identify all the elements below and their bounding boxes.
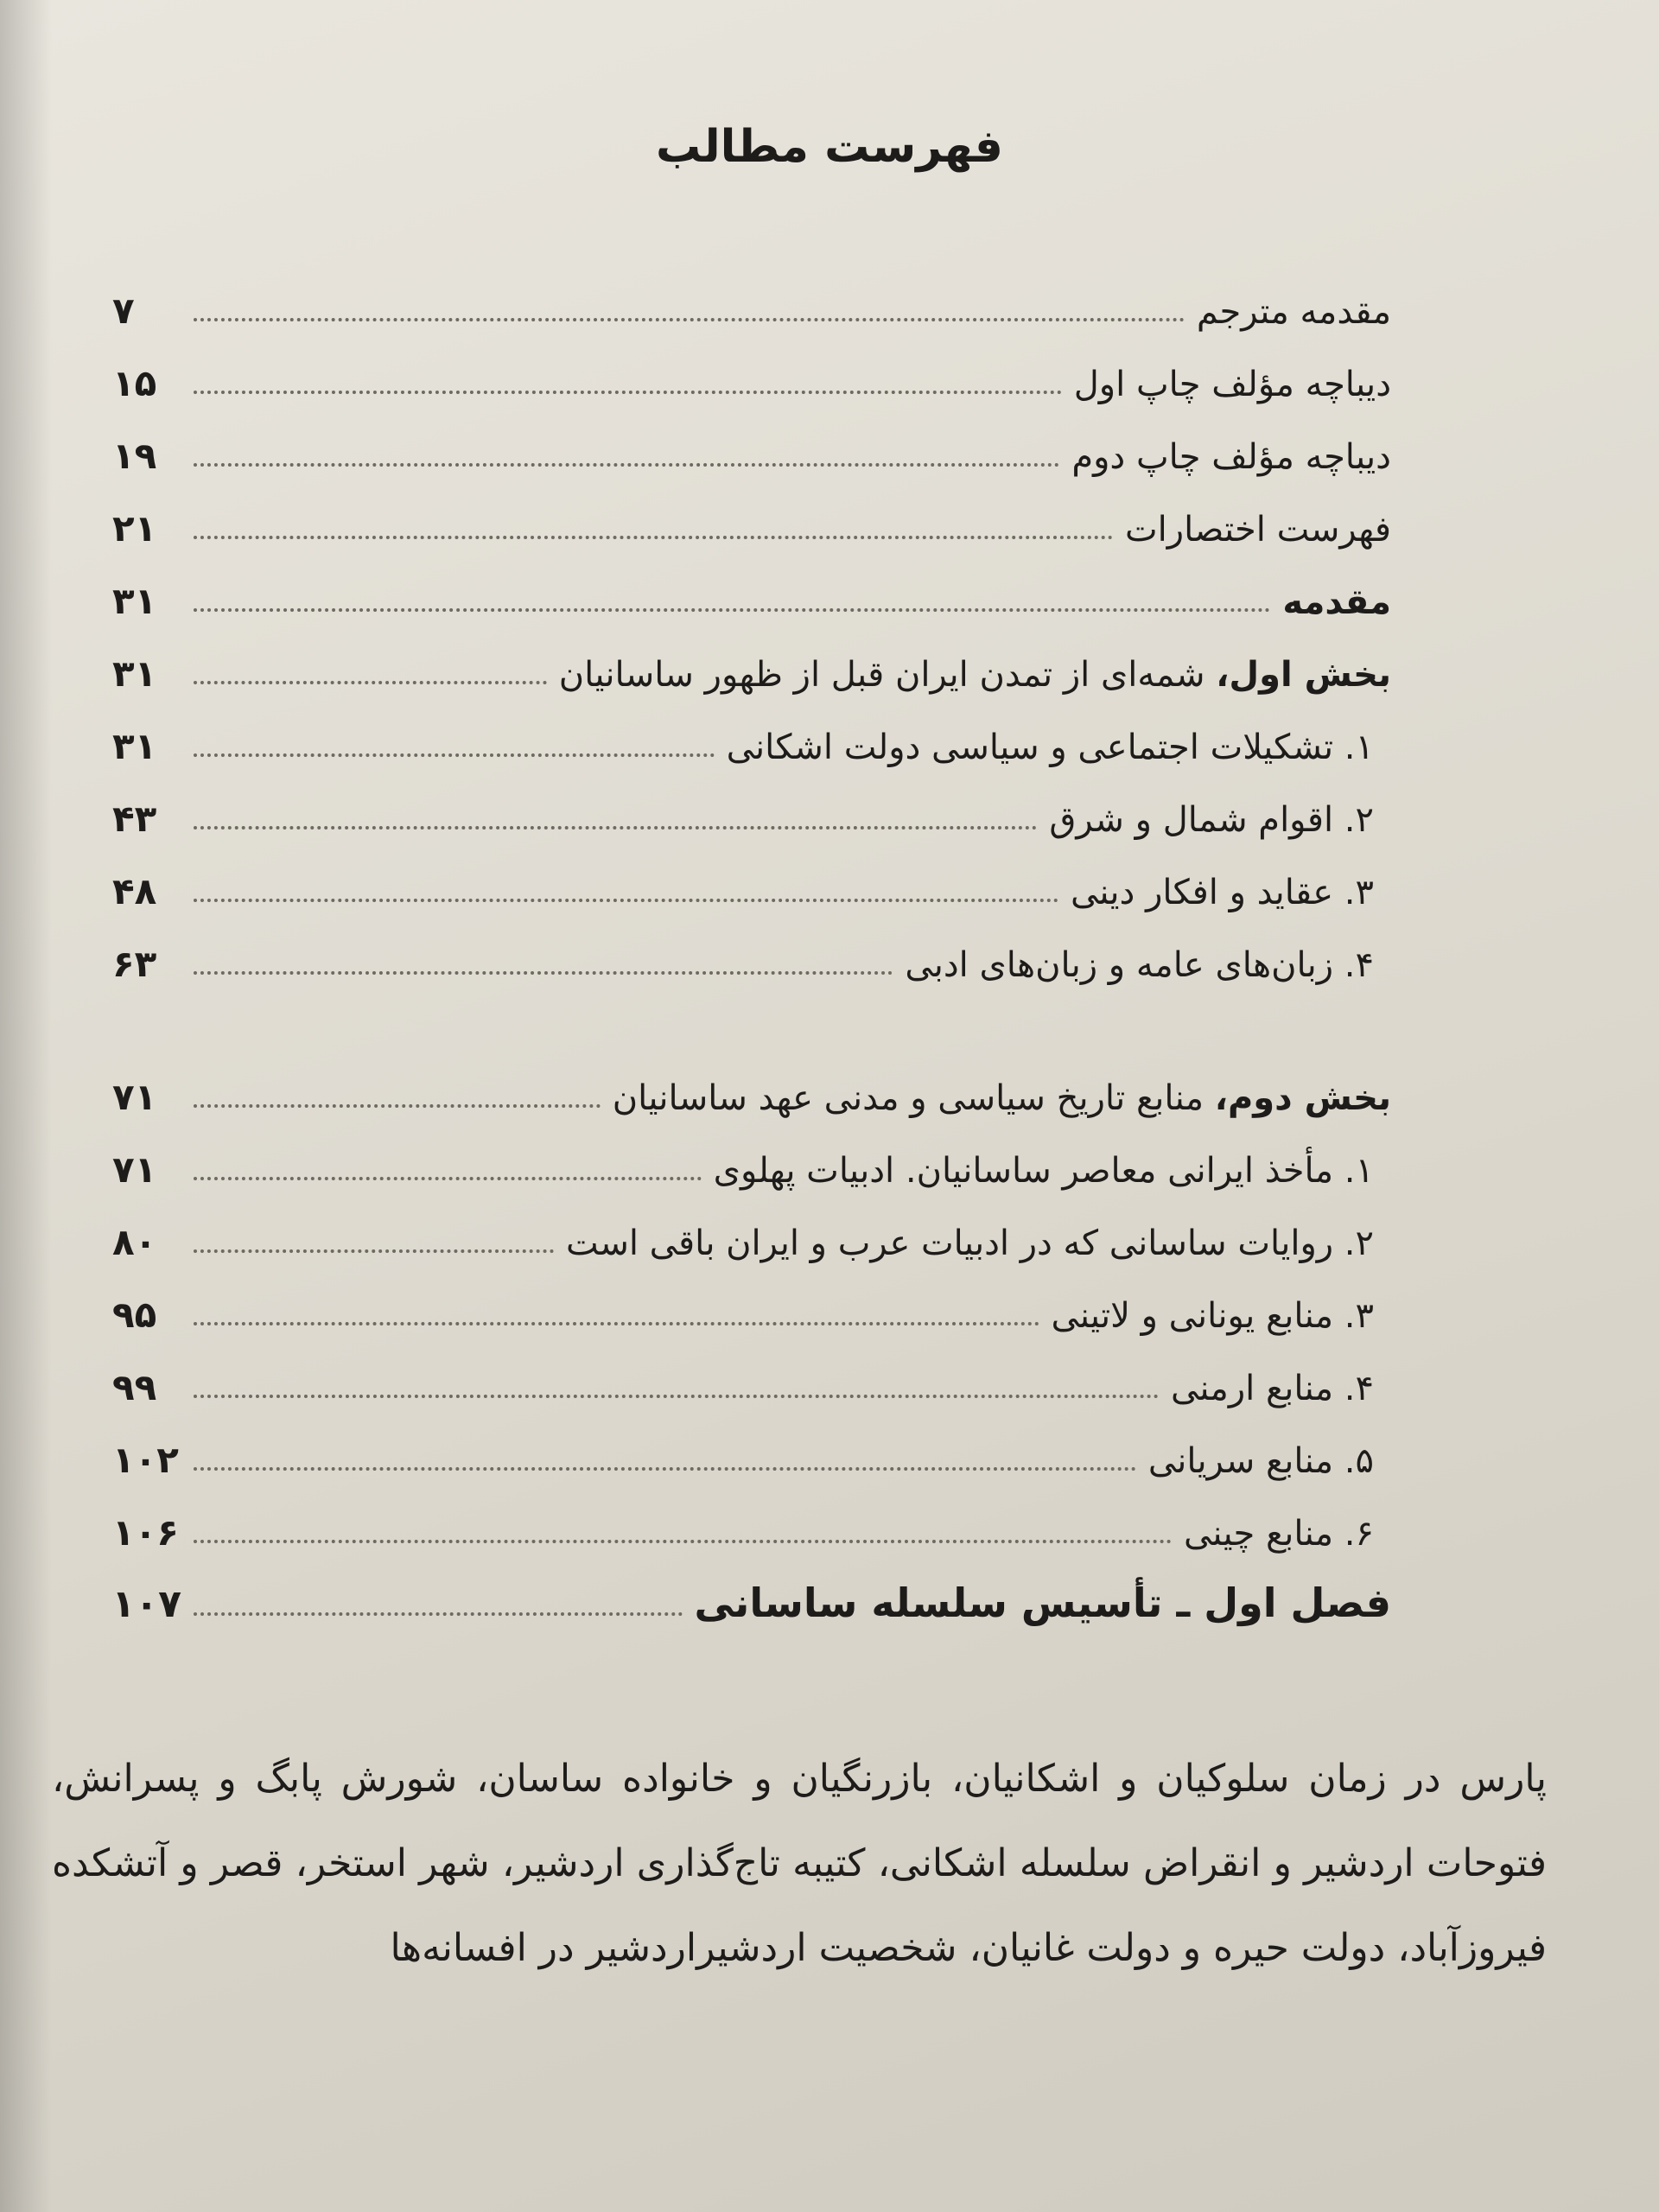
dot-leader <box>194 1612 683 1616</box>
toc-page-number: ۴۸ <box>112 870 157 912</box>
part-heading-label <box>613 1078 1391 1118</box>
toc-page-number: ۳۱ <box>112 725 157 767</box>
chapter-title: فصل اول ـ تأسیس سلسله ساسانی <box>694 1580 1391 1626</box>
part-heading-text: منابع تاریخ سیاسی و مدنی عهد ساسانیان <box>612 1078 1215 1118</box>
dot-leader <box>194 463 1059 467</box>
toc-entry <box>112 477 1391 550</box>
toc-entry-label: ۲. روایات ساسانی که در ادبیات عرب و ایران باقی است <box>566 1224 1374 1263</box>
toc-subentry <box>112 695 1391 767</box>
toc-page-number: ۱۹ <box>112 435 157 477</box>
dot-leader <box>194 826 1037 830</box>
toc-subentry <box>112 1481 1391 1554</box>
toc-entry-label: دیباچه مؤلف چاپ اول <box>1073 365 1391 404</box>
dot-leader <box>194 1249 554 1253</box>
dot-leader <box>194 681 547 684</box>
chapter-summary: پارس در زمان سلوکیان و اشکانیان، بازرنگیان و خانواده ساسان، شورش پابگ و پسرانش، فتوحات اردشیر و انقراض سلسله اشکانی، کتیبه تاج‌گذاری اردشیر، شهر استخر، قصر و آتشکده فیروزآباد، دولت حیره و دولت غانیان، شخصیت اردشیراردشیر در افسانه‌ها <box>52 1757 1547 1970</box>
toc-page-number: ۳۱ <box>112 652 157 695</box>
toc-page-number: ۱۰۶ <box>112 1511 179 1554</box>
toc-entry <box>112 550 1391 622</box>
dot-leader <box>194 1104 601 1108</box>
toc-entry-label: ۱. تشکیلات اجتماعی و سیاسی دولت اشکانی <box>726 728 1374 767</box>
toc-subentry <box>112 912 1391 985</box>
toc-subentry <box>112 1118 1391 1191</box>
toc-page-number: ۱۰۲ <box>112 1439 179 1481</box>
toc-entry-label: مقدمه <box>1282 582 1391 622</box>
dot-leader <box>194 608 1270 612</box>
part-heading-bold: بخش اول، <box>1216 655 1391 695</box>
dot-leader <box>194 1467 1136 1471</box>
toc-page-number: ۹۹ <box>112 1366 157 1408</box>
toc-page-number: ۷۱ <box>112 1148 157 1191</box>
dot-leader <box>194 971 893 975</box>
dot-leader <box>194 1540 1172 1543</box>
toc-entry <box>112 259 1391 332</box>
toc-entry-label: دیباچه مؤلف چاپ دوم <box>1071 437 1391 477</box>
toc-page-number: ۷۱ <box>112 1076 157 1118</box>
toc-page-number: ۱۵ <box>112 362 157 404</box>
toc-subentry <box>112 1336 1391 1408</box>
toc-entry-label: ۱. مأخذ ایرانی معاصر ساسانیان. ادبیات پهلوی <box>713 1151 1374 1191</box>
table-of-contents <box>112 259 1391 1626</box>
toc-page-number: ۶۳ <box>112 943 157 985</box>
toc-page-number: ۳۱ <box>112 580 157 622</box>
toc-subentry <box>112 1191 1391 1263</box>
toc-page-number: ۸۰ <box>112 1221 157 1263</box>
dot-leader <box>194 1395 1159 1398</box>
part-heading <box>112 1046 1391 1118</box>
toc-entry-label: ۴. زبان‌های عامه و زبان‌های ادبی <box>905 945 1374 985</box>
part-heading-bold: بخش دوم، <box>1214 1078 1391 1118</box>
chapter-heading <box>112 1554 1391 1626</box>
toc-subentry <box>112 1263 1391 1336</box>
toc-page-number: ۴۳ <box>112 798 157 840</box>
dot-leader <box>194 1322 1039 1325</box>
toc-entry <box>112 332 1391 404</box>
toc-page-number: ۲۱ <box>112 507 157 550</box>
toc-entry-label: ۴. منابع ارمنی <box>1171 1369 1374 1408</box>
page-title: فهرست مطالب <box>656 121 1003 173</box>
toc-page-number: ۹۵ <box>112 1294 157 1336</box>
dot-leader <box>194 899 1058 902</box>
toc-subentry <box>112 840 1391 912</box>
dot-leader <box>194 753 715 757</box>
page-shadow <box>0 0 52 2212</box>
dot-leader <box>194 536 1113 539</box>
toc-entry <box>112 404 1391 477</box>
part-heading-text: شمه‌ای از تمدن ایران قبل از ظهور ساسانیان <box>558 655 1217 695</box>
toc-page-number: ۷ <box>112 289 135 332</box>
toc-entry-label: مقدمه مترجم <box>1196 292 1391 332</box>
toc-entry-label: فهرست اختصارات <box>1124 510 1391 550</box>
dot-leader <box>194 318 1185 321</box>
part-heading <box>112 622 1391 695</box>
toc-entry-label: ۳. منابع یونانی و لاتینی <box>1051 1296 1374 1336</box>
toc-entry-label: ۳. عقاید و افکار دینی <box>1071 873 1374 912</box>
toc-entry-label: ۲. اقوام شمال و شرق <box>1049 800 1374 840</box>
toc-entry-label: ۶. منابع چینی <box>1184 1514 1374 1554</box>
toc-subentry <box>112 1408 1391 1481</box>
toc-entry-label: ۵. منابع سریانی <box>1147 1441 1374 1481</box>
toc-subentry <box>112 767 1391 840</box>
part-heading-label <box>559 655 1391 695</box>
toc-page-number: ۱۰۷ <box>111 1582 181 1626</box>
dot-leader <box>194 391 1062 394</box>
dot-leader <box>194 1177 702 1180</box>
